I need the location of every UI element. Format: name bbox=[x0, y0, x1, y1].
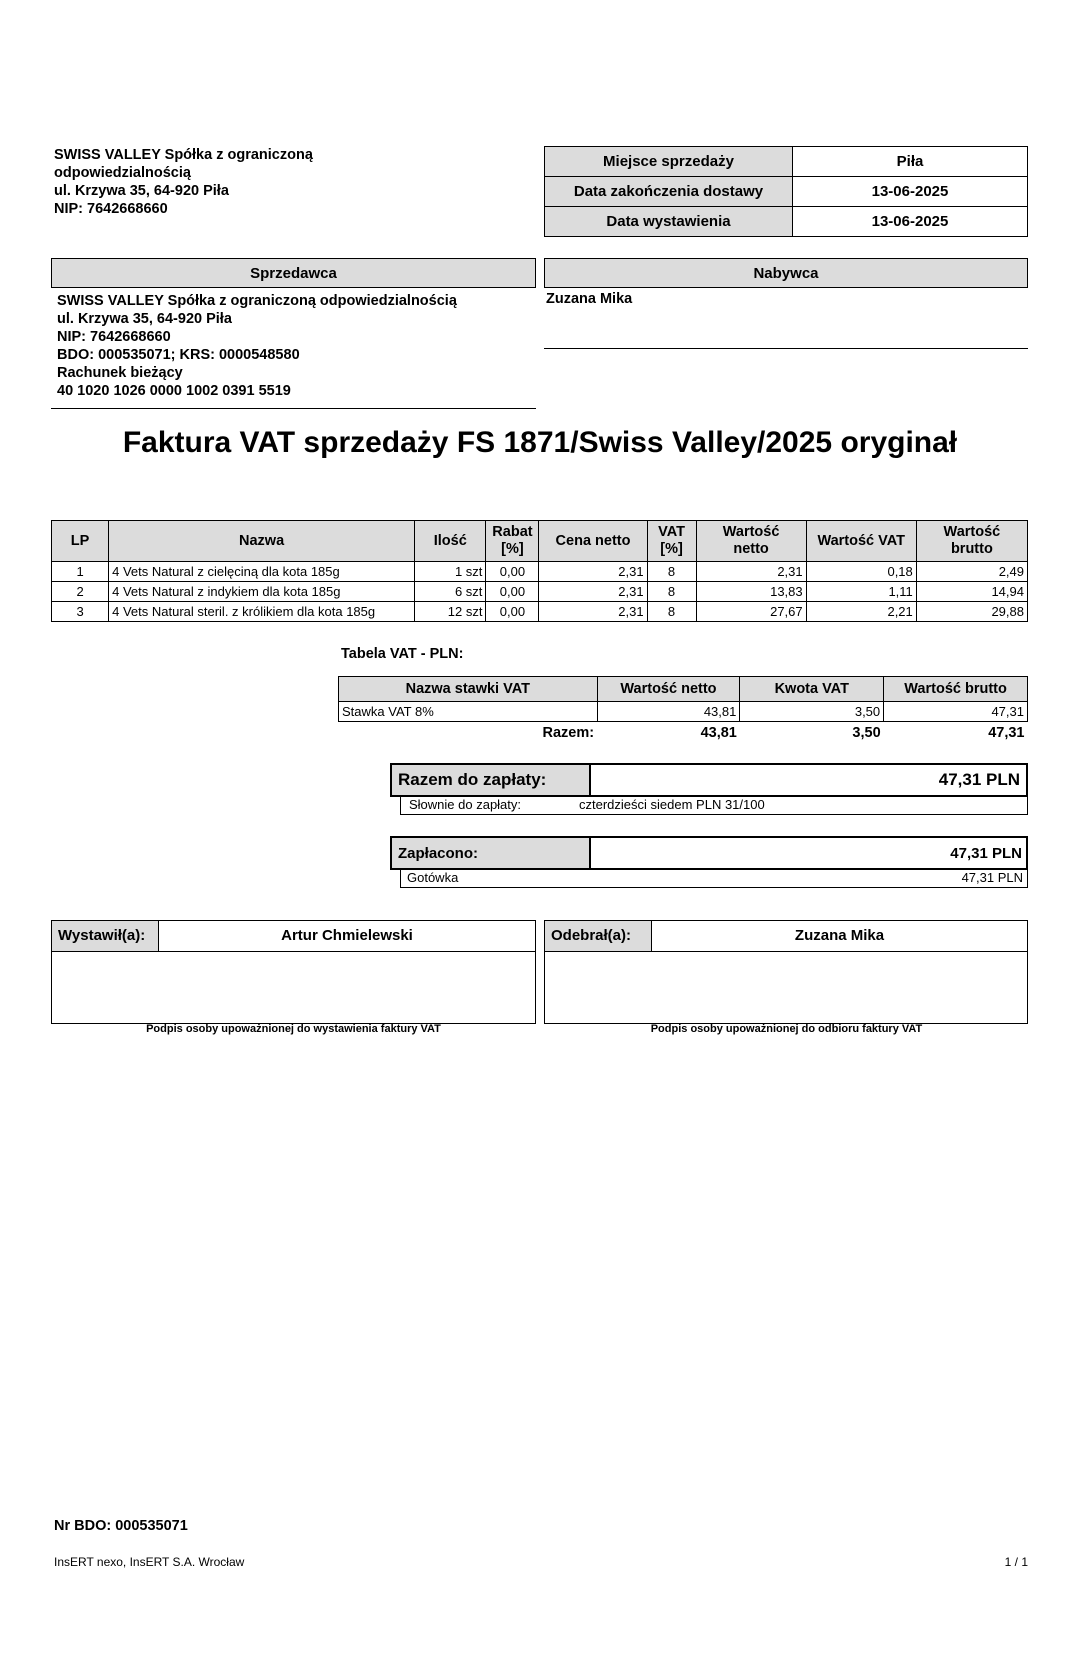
col-vat-amount: Kwota VAT bbox=[740, 677, 884, 702]
cell-vat-value: 2,21 bbox=[806, 602, 916, 622]
seller-account-number: 40 1020 1026 0000 1002 0391 5519 bbox=[57, 383, 291, 399]
issuer-signature-header bbox=[52, 921, 535, 952]
vat-table bbox=[338, 676, 1028, 744]
vat-sum-row bbox=[339, 722, 1028, 745]
cell-name: 4 Vets Natural z indykiem dla kota 185g bbox=[109, 582, 415, 602]
amount-due-label: Razem do zapłaty: bbox=[391, 764, 590, 796]
vat-sum-label: Razem: bbox=[542, 725, 595, 741]
col-net-value bbox=[696, 521, 806, 562]
vat-table-title: Tabela VAT - PLN: bbox=[341, 646, 464, 662]
col-qty: Ilość bbox=[415, 521, 486, 562]
amount-due-value: 47,31 PLN bbox=[590, 764, 1027, 796]
col-vat-gross: Wartość brutto bbox=[884, 677, 1028, 702]
amount-in-words-label: Słownie do zapłaty: bbox=[409, 797, 522, 812]
cell-vat-amount: 3,50 bbox=[740, 702, 884, 722]
payment-method-row bbox=[400, 868, 1028, 888]
cell-lp: 2 bbox=[52, 582, 109, 602]
cell-name: 4 Vets Natural steril. z królikiem dla kota 185g bbox=[109, 602, 415, 622]
seller-details bbox=[51, 288, 536, 409]
paid-row bbox=[391, 837, 1027, 869]
cell-vat: 8 bbox=[647, 562, 696, 582]
receiver-signature-caption: Podpis osoby upoważnionej do odbioru faktury VAT bbox=[650, 1023, 923, 1035]
items-table bbox=[51, 520, 1028, 622]
col-vat-rate: Nazwa stawki VAT bbox=[339, 677, 598, 702]
cell-net-value: 2,31 bbox=[696, 562, 806, 582]
info-label: Data zakończenia dostawy bbox=[545, 177, 793, 207]
issuer-label: Wystawił(a): bbox=[52, 921, 159, 951]
buyer-details bbox=[544, 288, 1028, 349]
payment-method-value: 47,31 PLN bbox=[961, 870, 1023, 885]
table-row bbox=[52, 562, 1028, 582]
receiver-signature-box bbox=[544, 920, 1028, 1024]
info-label: Miejsce sprzedaży bbox=[545, 147, 793, 177]
company-name-line-2: odpowiedzialnością bbox=[54, 165, 191, 181]
cell-gross-value: 2,49 bbox=[916, 562, 1027, 582]
issuer-name: Artur Chmielewski bbox=[281, 927, 413, 944]
col-vat-value: Wartość VAT bbox=[806, 521, 916, 562]
cell-qty: 1 szt bbox=[415, 562, 486, 582]
cell-qty: 12 szt bbox=[415, 602, 486, 622]
table-row bbox=[52, 602, 1028, 622]
seller-heading: Sprzedawca bbox=[51, 258, 536, 288]
seller-section bbox=[51, 258, 536, 409]
company-address: ul. Krzywa 35, 64-920 Piła bbox=[54, 183, 229, 199]
paid-box bbox=[390, 836, 1028, 870]
col-vat-line-2: [%] bbox=[660, 541, 683, 557]
cell-vat-rate: Stawka VAT 8% bbox=[339, 702, 598, 722]
col-vat-line-1: VAT bbox=[658, 524, 685, 540]
cell-name: 4 Vets Natural z cielęciną dla kota 185g bbox=[109, 562, 415, 582]
cell-discount: 0,00 bbox=[486, 562, 539, 582]
info-row bbox=[545, 177, 1028, 207]
cell-net-price: 2,31 bbox=[539, 602, 647, 622]
issuer-signature-box bbox=[51, 920, 536, 1024]
payment-method: Gotówka bbox=[407, 870, 459, 885]
vat-header-row bbox=[339, 677, 1028, 702]
buyer-section bbox=[544, 258, 1028, 349]
cell-vat: 8 bbox=[647, 602, 696, 622]
footer-software: InsERT nexo, InsERT S.A. Wrocław bbox=[54, 1555, 245, 1569]
receiver-label: Odebrał(a): bbox=[545, 921, 652, 951]
cell-net-value: 27,67 bbox=[696, 602, 806, 622]
col-discount-line-2: [%] bbox=[501, 541, 524, 557]
cell-vat-net: 43,81 bbox=[597, 702, 740, 722]
cell-lp: 3 bbox=[52, 602, 109, 622]
cell-vat-value: 1,11 bbox=[806, 582, 916, 602]
cell-vat-gross: 47,31 bbox=[884, 702, 1028, 722]
seller-account-label: Rachunek bieżący bbox=[57, 365, 183, 381]
cell-gross-value: 29,88 bbox=[916, 602, 1027, 622]
paid-label: Zapłacono: bbox=[391, 837, 590, 869]
cell-lp: 1 bbox=[52, 562, 109, 582]
col-vat-net: Wartość netto bbox=[597, 677, 740, 702]
info-label: Data wystawienia bbox=[545, 207, 793, 237]
buyer-name: Zuzana Mika bbox=[546, 291, 633, 307]
col-name: Nazwa bbox=[109, 521, 415, 562]
col-lp: LP bbox=[52, 521, 109, 562]
invoice-title: Faktura VAT sprzedaży FS 1871/Swiss Valley/2025 oryginał bbox=[122, 426, 958, 459]
seller-address: ul. Krzywa 35, 64-920 Piła bbox=[57, 311, 232, 327]
seller-nip: NIP: 7642668660 bbox=[57, 329, 171, 345]
col-gross-value-line-1: Wartość bbox=[943, 524, 1001, 540]
cell-net-value: 13,83 bbox=[696, 582, 806, 602]
amount-due-box bbox=[390, 763, 1028, 797]
info-value: 13-06-2025 bbox=[793, 177, 1028, 207]
table-row bbox=[339, 702, 1028, 722]
col-gross-value bbox=[916, 521, 1027, 562]
cell-qty: 6 szt bbox=[415, 582, 486, 602]
seller-name: SWISS VALLEY Spółka z ograniczoną odpowiedzialnością bbox=[57, 293, 457, 309]
cell-net-price: 2,31 bbox=[539, 582, 647, 602]
paid-value: 47,31 PLN bbox=[590, 837, 1027, 869]
info-value: 13-06-2025 bbox=[793, 207, 1028, 237]
col-discount bbox=[486, 521, 539, 562]
amount-in-words-value: czterdzieści siedem PLN 31/100 bbox=[579, 797, 765, 812]
col-discount-line-1: Rabat bbox=[492, 524, 533, 540]
receiver-name: Zuzana Mika bbox=[794, 927, 885, 944]
vat-sum-net: 43,81 bbox=[700, 725, 737, 741]
company-name-line-1: SWISS VALLEY Spółka z ograniczoną bbox=[54, 147, 313, 163]
col-gross-value-line-2: brutto bbox=[950, 541, 993, 557]
col-net-value-line-2: netto bbox=[733, 541, 769, 557]
amount-due-row bbox=[391, 764, 1027, 796]
company-nip: NIP: 7642668660 bbox=[54, 201, 168, 217]
col-net-value-line-1: Wartość bbox=[722, 524, 780, 540]
info-row bbox=[545, 147, 1028, 177]
footer-bdo: Nr BDO: 000535071 bbox=[54, 1518, 188, 1534]
company-header bbox=[54, 146, 434, 218]
col-vat bbox=[647, 521, 696, 562]
vat-sum-gross: 47,31 bbox=[988, 725, 1025, 741]
seller-bdo-krs: BDO: 000535071; KRS: 0000548580 bbox=[57, 347, 300, 363]
invoice-info-table bbox=[544, 146, 1028, 237]
cell-discount: 0,00 bbox=[486, 582, 539, 602]
cell-discount: 0,00 bbox=[486, 602, 539, 622]
info-value: Piła bbox=[793, 147, 1028, 177]
vat-sum-amount: 3,50 bbox=[852, 725, 881, 741]
cell-vat-value: 0,18 bbox=[806, 562, 916, 582]
buyer-heading: Nabywca bbox=[544, 258, 1028, 288]
info-row bbox=[545, 207, 1028, 237]
cell-vat: 8 bbox=[647, 582, 696, 602]
col-net-price: Cena netto bbox=[539, 521, 647, 562]
items-header-row bbox=[52, 521, 1028, 562]
issuer-signature-caption: Podpis osoby upoważnionej do wystawienia faktury VAT bbox=[146, 1023, 441, 1035]
cell-gross-value: 14,94 bbox=[916, 582, 1027, 602]
footer-page-number: 1 / 1 bbox=[1004, 1555, 1028, 1569]
cell-net-price: 2,31 bbox=[539, 562, 647, 582]
amount-in-words bbox=[400, 795, 1028, 815]
table-row bbox=[52, 582, 1028, 602]
receiver-signature-header bbox=[545, 921, 1027, 952]
